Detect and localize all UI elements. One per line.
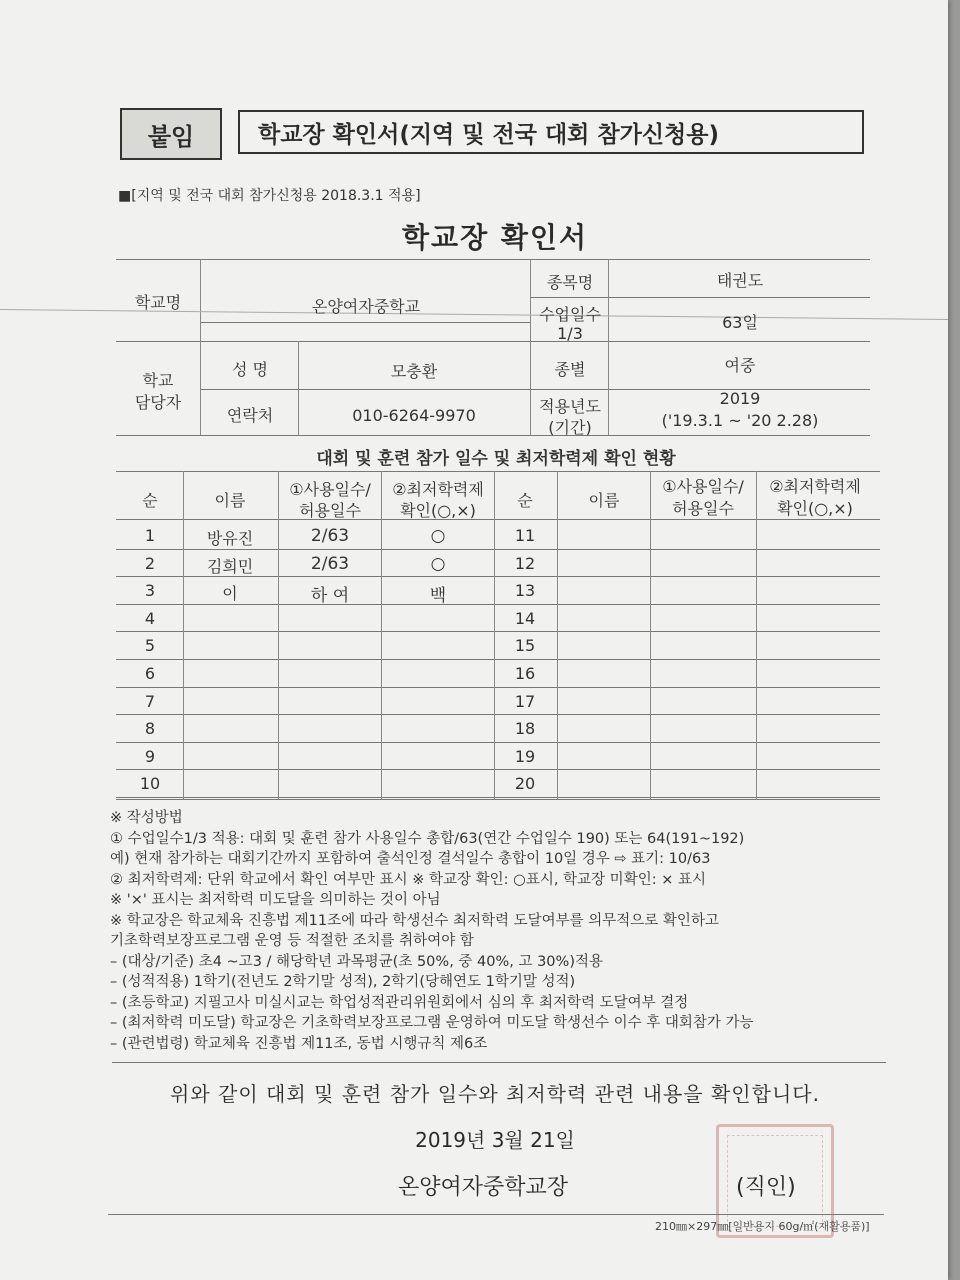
- row-number-right: 19: [514, 746, 536, 766]
- note-line: – (초등학교) 지필고사 미실시교는 학업성적관리위원회에서 심의 후 최저학력 도달여부 결정: [110, 994, 689, 1011]
- header-min-right-1: ②최저학력제: [769, 477, 861, 496]
- gender-label: 종별: [554, 360, 586, 379]
- confirmation-statement: 위와 같이 대회 및 훈련 참가 일수와 최저학력 관련 내용을 확인합니다.: [170, 1082, 820, 1106]
- year-label-2: (기간): [548, 418, 592, 437]
- info-table-top: [116, 259, 870, 260]
- note-line: 예) 현재 참가하는 대회기간까지 포함하여 출석인정 결석일수 총합이 10일 경우 ⇨ 표기: 10/63: [110, 851, 711, 867]
- form-subnote: ■[지역 및 전국 대회 참가신청용 2018.3.1 적용]: [118, 188, 421, 204]
- row-name: 이: [222, 584, 238, 604]
- header-min-1: ②최저학력제: [392, 480, 484, 499]
- row-number: 3: [144, 581, 156, 601]
- manager-label-1: 학교: [142, 371, 174, 390]
- row-number-right: 11: [514, 526, 536, 545]
- paper-spec-footer: 210㎜×297㎜[일반용지 60g/㎡(재활용품)]: [655, 1220, 870, 1233]
- row-number-right: 18: [514, 719, 536, 739]
- name-label: 성 명: [232, 360, 268, 379]
- row-days: 하 여: [310, 586, 350, 607]
- row-number: 6: [144, 664, 156, 683]
- row-number: 8: [144, 719, 156, 739]
- participation-table-top: [116, 471, 880, 472]
- note-line: 기초학력보장프로그램 운영 등 적절한 조치를 취하여야 함: [110, 933, 474, 949]
- issue-date: 2019년 3월 21일: [415, 1128, 575, 1152]
- contact-value: 010-6264-9970: [352, 406, 476, 425]
- contact-label: 연락처: [226, 406, 274, 425]
- school-value: 온양여자중학교: [311, 297, 421, 316]
- row-number-right: 15: [514, 636, 536, 656]
- note-line: – (성적적용) 1학기(전년도 2학기말 성적), 2학기(당해연도 1학기말 성적): [110, 974, 576, 990]
- header-min-2: 확인(○,×): [400, 501, 476, 520]
- days-label-2: 1/3: [557, 324, 583, 343]
- row-number-right: 13: [514, 581, 536, 601]
- year-period: ('19.3.1 ~ '20 2.28): [661, 411, 819, 430]
- document-title: 학교장 확인서: [401, 221, 589, 254]
- header-days-1: ①사용일수/: [289, 480, 371, 499]
- note-line: ※ 학교장은 학교체육 진흥법 제11조에 따라 학생선수 최저학력 도달여부를 의무적으로 확인하고: [110, 912, 719, 929]
- row-number-right: 12: [514, 553, 536, 573]
- row-number-right: 16: [514, 664, 536, 683]
- row-number: 2: [144, 553, 156, 573]
- row-number: 9: [144, 746, 156, 766]
- note-line: ※ 작성방법: [110, 810, 183, 826]
- note-line: – (최저학력 미도달) 학교장은 기초학력보장프로그램 운영하여 미도달 학생선수 이수 후 대회참가 가능: [110, 1015, 754, 1031]
- year-value: 2019: [719, 389, 761, 408]
- note-line: ※ '×' 표시는 최저학력 미도달을 의미하는 것이 아님: [110, 892, 441, 908]
- row-name: 김희민: [206, 556, 254, 576]
- header-no-right: 순: [517, 491, 533, 510]
- row-min-check: ○: [430, 553, 446, 574]
- sport-value: 태권도: [716, 271, 764, 290]
- note-line: – (대상/기준) 초4 ~고3 / 해당학년 과목평균(초 50%, 중 40%, 고 30%)적용: [110, 953, 603, 970]
- row-number-right: 20: [514, 774, 536, 794]
- header-days-right-1: ①사용일수/: [662, 477, 744, 496]
- row-name: 방유진: [206, 529, 254, 548]
- header-name-right: 이름: [588, 491, 620, 510]
- row-number: 7: [144, 691, 156, 711]
- gender-value: 여중: [724, 356, 756, 375]
- row-min-check: ○: [430, 526, 446, 546]
- header-days-2: 허용일수: [299, 501, 361, 520]
- row-number-right: 14: [514, 608, 536, 628]
- days-value: 63일: [722, 313, 758, 332]
- row-number-right: 17: [514, 691, 536, 711]
- manager-label-2: 담당자: [134, 393, 182, 412]
- row-number: 10: [139, 774, 161, 794]
- note-line: ① 수업일수1/3 적용: 대회 및 훈련 참가 사용일수 총합/63(연간 수업일수 190) 또는 64(191~192): [110, 830, 745, 847]
- sport-label: 종목명: [546, 273, 594, 292]
- attachment-tag: 붙임: [120, 108, 222, 160]
- year-label-1: 적용년도: [539, 397, 601, 416]
- row-min-check: 백: [429, 586, 447, 607]
- row-number: 1: [144, 526, 156, 545]
- days-label-1: 수업일수: [539, 305, 601, 324]
- header-days-right-2: 허용일수: [672, 499, 734, 518]
- name-value: 모충환: [390, 362, 438, 381]
- row-days: 2/63: [310, 553, 350, 574]
- row-number: 4: [144, 608, 156, 628]
- seal-label: (직인): [736, 1175, 796, 1200]
- row-number: 5: [144, 636, 156, 656]
- note-line: – (관련법령) 학교체육 진흥법 제11조, 동법 시행규칙 제6조: [110, 1035, 488, 1052]
- row-days: 2/63: [310, 526, 350, 546]
- form-title-box: 학교장 확인서(지역 및 전국 대회 참가신청용): [238, 110, 864, 154]
- principal-signer: 온양여자중학교장: [398, 1175, 569, 1200]
- note-line: ② 최저학력제: 단위 학교에서 확인 여부만 표시 ※ 학교장 확인: ○표시, 학교장 미확인: × 표시: [110, 871, 706, 888]
- header-name: 이름: [214, 491, 246, 510]
- section-title: 대회 및 훈련 참가 일수 및 최저학력제 확인 현황: [316, 449, 676, 469]
- school-label: 학교명: [134, 293, 182, 312]
- header-min-right-2: 확인(○,×): [777, 499, 853, 518]
- header-no: 순: [142, 491, 158, 510]
